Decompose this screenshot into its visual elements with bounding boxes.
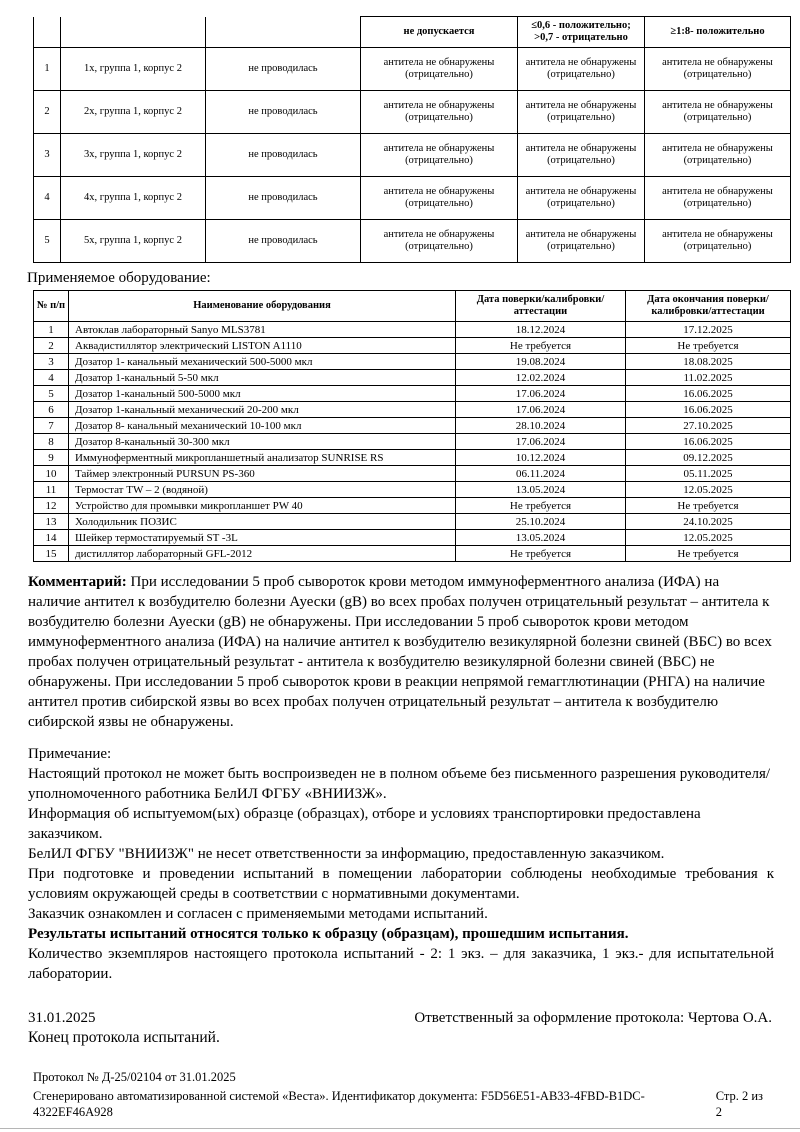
table-cell: 3х, группа 1, корпус 2	[61, 134, 206, 177]
note-line-customer-agreed: Заказчик ознакомлен и согласен с применяемыми методами испытаний.	[28, 906, 488, 922]
table-row	[34, 370, 791, 386]
table-row	[34, 546, 791, 562]
note-label: Примечание:	[28, 746, 112, 762]
table-cell: 18.08.2025	[626, 354, 791, 370]
table-cell: антитела не обнаружены (отрицательно)	[361, 91, 518, 134]
table-cell: 16.06.2025	[626, 386, 791, 402]
note-line-responsibility: БелИЛ ФГБУ "ВНИИЗЖ" не несет ответственности за информацию, предоставленную заказчиком.	[28, 846, 665, 862]
table-cell: 25.10.2024	[456, 514, 626, 530]
table-cell: Дозатор 1-канальный 500-5000 мкл	[69, 386, 456, 402]
table-cell: антитела не обнаружены (отрицательно)	[518, 220, 645, 263]
table-cell: антитела не обнаружены (отрицательно)	[645, 220, 791, 263]
table-cell: Не требуется	[456, 546, 626, 562]
table-cell: 5	[34, 220, 61, 263]
table-cell: 12.02.2024	[456, 370, 626, 386]
table-cell: антитела не обнаружены (отрицательно)	[645, 134, 791, 177]
table-cell: дистиллятор лабораторный GFL-2012	[69, 546, 456, 562]
table-cell: Дозатор 8- канальный механический 10-100 мкл	[69, 418, 456, 434]
table-cell: не проводилась	[206, 48, 361, 91]
table-row	[34, 322, 791, 338]
table-cell: антитела не обнаружены (отрицательно)	[518, 177, 645, 220]
table-cell: Не требуется	[456, 498, 626, 514]
table-cell: 6	[34, 402, 69, 418]
equipment-header-num: № п/п	[34, 291, 69, 322]
note-line-environment: При подготовке и проведении испытаний в помещении лаборатории соблюдены необходимые требования к условиям окружающей среды в соответствии с нормативными документами.	[28, 866, 774, 902]
equipment-table-body	[34, 322, 791, 562]
table-cell: антитела не обнаружены (отрицательно)	[361, 177, 518, 220]
table-cell: 14	[34, 530, 69, 546]
equipment-header-name: Наименование оборудования	[69, 291, 456, 322]
footer-protocol-number: Протокол № Д-25/02104 от 31.01.2025	[33, 1070, 236, 1084]
table-cell: 19.08.2024	[456, 354, 626, 370]
results-header-empty-3	[206, 17, 361, 48]
table-cell: 11.02.2025	[626, 370, 791, 386]
table-row	[34, 177, 791, 220]
table-cell: Иммуноферментный микропланшетный анализатор SUNRISE RS	[69, 450, 456, 466]
table-row	[34, 338, 791, 354]
table-cell: 2х, группа 1, корпус 2	[61, 91, 206, 134]
note-results-apply-line: Результаты испытаний относятся только к образцу (образцам), прошедшим испытания.	[28, 926, 629, 942]
table-cell: Не требуется	[626, 338, 791, 354]
table-cell: 1х, группа 1, корпус 2	[61, 48, 206, 91]
equipment-table	[33, 290, 791, 562]
table-cell: 11	[34, 482, 69, 498]
comment-paragraph	[28, 572, 774, 732]
table-cell: 10.12.2024	[456, 450, 626, 466]
table-cell: 12.05.2025	[626, 530, 791, 546]
table-cell: Не требуется	[456, 338, 626, 354]
table-cell: 17.06.2024	[456, 386, 626, 402]
table-cell: Автоклав лабораторный Sanyo MLS3781	[69, 322, 456, 338]
table-cell: антитела не обнаружены (отрицательно)	[361, 220, 518, 263]
results-table-body	[34, 48, 791, 263]
note-section	[28, 744, 774, 984]
comment-text: При исследовании 5 проб сывороток крови методом иммуноферментного анализа (ИФА) на наличие антител к возбудителю болезни Ауески (gB) во всех пробах получен отрицательный результат – антитела к возбудителю болезни Ауески (gB) не обнаружены. При исследовании 5 проб сывороток крови методом иммуноферментного анализа (ИФА) на наличие антител к возбудителю везикулярной болезни свиней (ВБС) во всех пробах получен отрицательный результат - антитела к возбудителю везикулярной болезни свиней (ВБС) не обнаружены. При исследовании 5 проб сывороток крови в реакции непрямой гемагглютинации (РНГА) на наличие антител против сибирской язвы во всех пробах получен отрицательный результат – антитела к возбудителю сибирской язвы не обнаружены.	[28, 574, 772, 730]
table-cell: 16.06.2025	[626, 402, 791, 418]
table-row	[34, 530, 791, 546]
table-cell: антитела не обнаружены (отрицательно)	[645, 177, 791, 220]
results-header-norm: не допускается	[361, 17, 518, 48]
table-cell: 28.10.2024	[456, 418, 626, 434]
equipment-header-cal-end-date: Дата окончания поверки/калибровки/аттестации	[626, 291, 791, 322]
table-cell: антитела не обнаружены (отрицательно)	[361, 134, 518, 177]
table-row	[34, 354, 791, 370]
table-row	[34, 466, 791, 482]
table-cell: 1	[34, 48, 61, 91]
table-cell: не проводилась	[206, 177, 361, 220]
table-cell: 4	[34, 177, 61, 220]
table-cell: Аквадистиллятор электрический LISTON A1110	[69, 338, 456, 354]
table-cell: 17.06.2024	[456, 434, 626, 450]
results-header-elisa-criteria: ≤0,6 - положительно; >0,7 - отрицательно	[518, 17, 645, 48]
signoff-date: 31.01.2025	[28, 1010, 96, 1026]
table-cell: антитела не обнаружены (отрицательно)	[645, 91, 791, 134]
equipment-header-row	[34, 291, 791, 322]
table-cell: Устройство для промывки микропланшет PW 40	[69, 498, 456, 514]
table-row	[34, 450, 791, 466]
table-cell: 3	[34, 354, 69, 370]
table-cell: 24.10.2025	[626, 514, 791, 530]
table-cell: Таймер электронный PURSUN PS-360	[69, 466, 456, 482]
footer-page-number: Стр. 2 из 2	[715, 1089, 763, 1119]
table-cell: 17.12.2025	[626, 322, 791, 338]
results-header-empty-1	[34, 17, 61, 48]
end-of-protocol: Конец протокола испытаний.	[28, 1029, 220, 1046]
table-cell: Дозатор 8-канальный 30-300 мкл	[69, 434, 456, 450]
table-cell: 5	[34, 386, 69, 402]
table-row	[34, 402, 791, 418]
table-cell: 4	[34, 370, 69, 386]
table-cell: 2	[34, 91, 61, 134]
table-cell: 4х, группа 1, корпус 2	[61, 177, 206, 220]
table-row	[34, 434, 791, 450]
table-cell: 5х, группа 1, корпус 2	[61, 220, 206, 263]
table-cell: Дозатор 1- канальный механический 500-5000 мкл	[69, 354, 456, 370]
table-cell: не проводилась	[206, 91, 361, 134]
table-cell: 17.06.2024	[456, 402, 626, 418]
table-cell: 09.12.2025	[626, 450, 791, 466]
table-cell: не проводилась	[206, 220, 361, 263]
results-header-row	[34, 17, 791, 48]
results-header-empty-2	[61, 17, 206, 48]
table-cell: Дозатор 1-канальный 5-50 мкл	[69, 370, 456, 386]
table-cell: антитела не обнаружены (отрицательно)	[518, 91, 645, 134]
signoff-responsible: Ответственный за оформление протокола: Чертова О.А.	[414, 1010, 772, 1026]
note-line-sample-info: Информация об испытуемом(ых) образце (образцах), отборе и условиях транспортировки предоставлена заказчиком.	[28, 806, 701, 842]
comment-label: Комментарий:	[28, 574, 127, 590]
table-cell: 05.11.2025	[626, 466, 791, 482]
equipment-title: Применяемое оборудование:	[27, 270, 211, 286]
note-line-reproduction: Настоящий протокол не может быть воспроизведен не в полном объеме без письменного разрешения руководителя/уполномоченного работника БелИЛ ФГБУ «ВНИИЗЖ».	[28, 766, 771, 802]
table-cell: 16.06.2025	[626, 434, 791, 450]
table-row	[34, 482, 791, 498]
table-cell: антитела не обнаружены (отрицательно)	[518, 134, 645, 177]
table-cell: 2	[34, 338, 69, 354]
table-row	[34, 220, 791, 263]
table-cell: антитела не обнаружены (отрицательно)	[518, 48, 645, 91]
table-row	[34, 48, 791, 91]
table-cell: 06.11.2024	[456, 466, 626, 482]
table-cell: не проводилась	[206, 134, 361, 177]
table-row	[34, 418, 791, 434]
table-cell: 10	[34, 466, 69, 482]
table-cell: 13.05.2024	[456, 530, 626, 546]
table-cell: 3	[34, 134, 61, 177]
table-cell: 27.10.2025	[626, 418, 791, 434]
table-cell: Термостат TW – 2 (водяной)	[69, 482, 456, 498]
table-cell: 12.05.2025	[626, 482, 791, 498]
results-header-rnga-criteria: ≥1:8- положительно	[645, 17, 791, 48]
table-row	[34, 514, 791, 530]
signoff-row	[28, 1010, 772, 1027]
table-row	[34, 498, 791, 514]
table-cell: Не требуется	[626, 498, 791, 514]
table-cell: 7	[34, 418, 69, 434]
equipment-header-cal-date: Дата поверки/калибровки/аттестации	[456, 291, 626, 322]
table-cell: 8	[34, 434, 69, 450]
table-cell: Холодильник ПОЗИС	[69, 514, 456, 530]
footer-generated-info: Сгенерировано автоматизированной системой «Веста». Идентификатор документа: F5D56E51-AB33-4FBD-B1DC-4322EF46A928	[33, 1089, 645, 1119]
table-cell: Шейкер термостатируемый ST -3L	[69, 530, 456, 546]
table-cell: Не требуется	[626, 546, 791, 562]
table-cell: 13	[34, 514, 69, 530]
table-cell: 9	[34, 450, 69, 466]
page-footer	[33, 1069, 770, 1120]
table-row	[34, 134, 791, 177]
table-row	[34, 386, 791, 402]
table-row	[34, 91, 791, 134]
note-copies-line: Количество экземпляров настоящего протокола испытаний - 2: 1 экз. – для заказчика, 1 экз.- для испытательной лаборатории.	[28, 946, 774, 982]
table-cell: 1	[34, 322, 69, 338]
table-cell: Дозатор 1-канальный механический 20-200 мкл	[69, 402, 456, 418]
table-cell: 15	[34, 546, 69, 562]
table-cell: 12	[34, 498, 69, 514]
table-cell: антитела не обнаружены (отрицательно)	[361, 48, 518, 91]
results-table	[33, 16, 791, 263]
table-cell: антитела не обнаружены (отрицательно)	[645, 48, 791, 91]
table-cell: 13.05.2024	[456, 482, 626, 498]
table-cell: 18.12.2024	[456, 322, 626, 338]
